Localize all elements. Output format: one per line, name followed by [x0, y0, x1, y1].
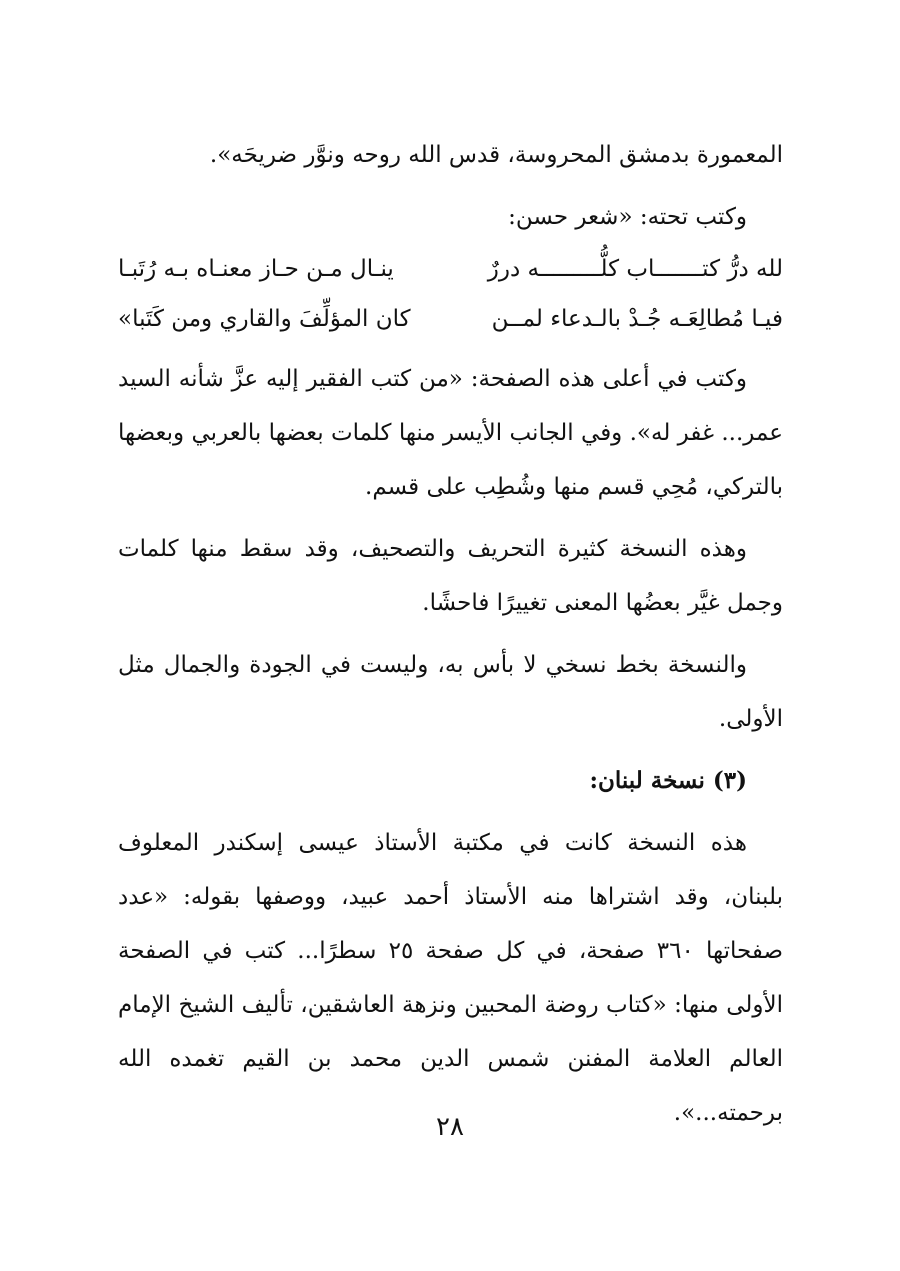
spacer [118, 746, 783, 754]
section-heading: (٣) نسخة لبنان: [589, 767, 747, 794]
spacer [118, 182, 783, 190]
spacer [118, 808, 783, 816]
poem [118, 244, 783, 344]
paragraph-continuation: المعمورة بدمشق المحروسة، قدس الله روحه ونوَّر ضريحَه». [209, 142, 783, 168]
paragraph-page-top-note: وكتب في أعلى هذه الصفحة: «من كتب الفقير إليه عزَّ شأنه السيد عمر... غفر له». وفي الجانب الأيسر منها كلمات بعضها بالعربي وبعضها بالتركي، مُحِي قسم منها وشُطِب على قسم. [118, 366, 783, 500]
paragraph-manuscript-errors: وهذه النسخة كثيرة التحريف والتصحيف، وقد سقط منها كلمات وجمل غيَّر بعضُها المعنى تغييرًا فاحشًا. [118, 536, 783, 616]
spacer [118, 630, 783, 638]
paragraph-manuscript-script: والنسخة بخط نسخي لا بأس به، وليست في الجودة والجمال مثل الأولى. [118, 652, 783, 732]
poem-verse-1 [118, 244, 783, 294]
spacer [118, 514, 783, 522]
spacer [118, 344, 783, 352]
poem-introduction: وكتب تحته: «شعر حسن: [508, 204, 747, 230]
verse-1-second-hemistich: ينـال مـن حـاز معنـاه بـه رُتَبـا [118, 256, 394, 282]
page-body [118, 128, 783, 1140]
page-number: ٢٨ [436, 1112, 464, 1142]
paragraph-lebanon-manuscript: هذه النسخة كانت في مكتبة الأستاذ عيسى إسكندر المعلوف بلبنان، وقد اشتراها منه الأستاذ أحمد عبيد، ووصفها بقوله: «عدد صفحاتها ٣٦٠ صفحة، في كل صفحة ٢٥ سطرًا... كتب في الصفحة الأولى منها: «كتاب روضة المحبين ونزهة العاشقين، تأليف الشيخ الإمام العالم العلامة المفنن شمس الدين محمد بن القيم تغمده الله برحمته...». [118, 830, 784, 1126]
verse-1-first-hemistich: لله درُّ كتـــــــاب كلُّـــــــــه دررٌ [487, 256, 783, 282]
verse-2-second-hemistich: كان المؤلِّفَ والقاري ومن كَتَبا» [118, 306, 411, 332]
poem-verse-2 [118, 294, 783, 344]
verse-2-first-hemistich: فيـا مُطالِعَـه جُـدْ بالـدعاء لمــن [491, 306, 783, 332]
